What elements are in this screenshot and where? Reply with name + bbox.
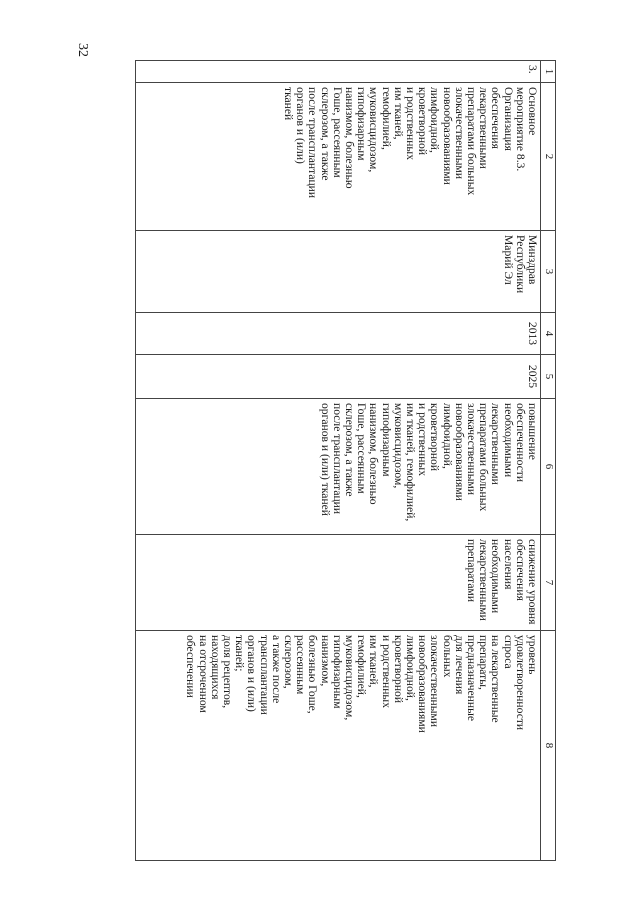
header-row: [541, 61, 556, 861]
end-year: 2025: [136, 355, 541, 399]
expected-result: повышение обеспеченности необходимыми лекарственными препаратами больных злокачественными новообразованиями лимфоидной, кроветворной и родственных им тканей, гемофилией, муковисцидозом, гипофизарным нанизмом, болезнью Гоше, рассеянным склерозом, а также после трансплантации органов и (или) тканей: [136, 399, 541, 535]
col-header-8: 8: [541, 631, 556, 861]
col-header-6: 6: [541, 399, 556, 535]
indicators: уровень удовлетворенности спроса на лекарственные препараты, предназначенные для лечения больных злокачественными новообразованиями лимфоидной, кроветворной и родственных им тканей, гемофилией, муковисцидозом, гипофизарным нанизмом, болезнью Гоше, рассеянным склерозом, а также после трансплантации органов и (или) тканей; доля рецептов, находящихся на отсроченном обеспечении: [136, 631, 541, 861]
table-row: [136, 61, 541, 861]
col-header-5: 5: [541, 355, 556, 399]
col-header-3: 3: [541, 231, 556, 313]
col-header-2: 2: [541, 83, 556, 231]
executor: Минздрав Республики Марий Эл: [136, 231, 541, 313]
measure-name: Основное мероприятие 8.3. Организация обеспечения лекарственными препаратами больных злокачественными новообразованиями лимфоидной, кроветворной и родственных им тканей, гемофилией, муковисцидозом, гипофизарным нанизмом, болезнью Гоше, рассеянным склерозом, а также после трансплантации органов и (или) тканей: [136, 83, 541, 231]
start-year: 2013: [136, 313, 541, 355]
col-header-7: 7: [541, 535, 556, 631]
col-header-1: 1: [541, 61, 556, 83]
consequences: снижение уровня обеспечения населения необходимыми лекарственными препаратами: [136, 535, 541, 631]
row-number: 3.: [136, 61, 541, 83]
col-header-4: 4: [541, 313, 556, 355]
rotated-table-container: [124, 60, 556, 860]
program-measures-table: [135, 60, 556, 861]
page-number: 32: [75, 43, 90, 57]
